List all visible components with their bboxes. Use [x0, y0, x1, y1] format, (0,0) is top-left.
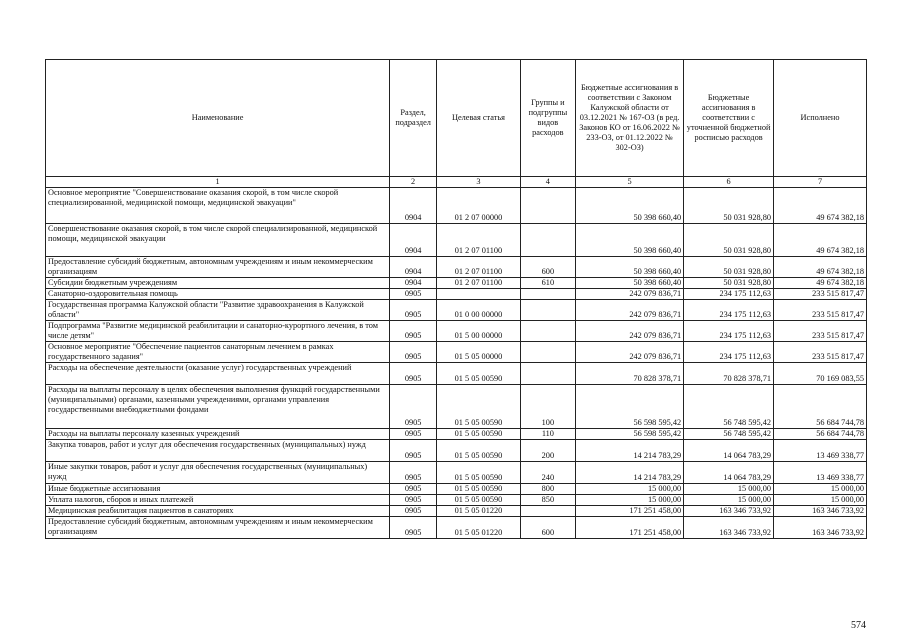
- table-row: [46, 385, 867, 429]
- cell-executed: 49 674 382,18: [774, 188, 867, 224]
- table-row: [46, 440, 867, 462]
- cell-law: 242 079 836,71: [575, 289, 683, 300]
- table-row: [46, 289, 867, 300]
- cell-law: 70 828 378,71: [575, 363, 683, 385]
- cell-group: 600: [520, 257, 575, 278]
- cell-law: 171 251 458,00: [575, 506, 683, 517]
- table-row: [46, 506, 867, 517]
- cell-refined: 234 175 112,63: [684, 300, 774, 321]
- header-refined: Бюджетные ассигнования в соответствии с уточненной бюджетной росписью расходов: [684, 60, 774, 177]
- cell-name: Основное мероприятие "Обеспечение пациентов санаторным лечением в рамках государственного задания": [46, 342, 390, 363]
- cell-section: 0905: [390, 462, 437, 484]
- cell-law: 242 079 836,71: [575, 321, 683, 342]
- budget-table: [45, 59, 867, 539]
- cell-name: Предоставление субсидий бюджетным, автономным учреждениям и иным некоммерческим организациям: [46, 257, 390, 278]
- cell-group: [520, 300, 575, 321]
- cell-executed: 15 000,00: [774, 495, 867, 506]
- cell-group: [520, 363, 575, 385]
- cell-target: 01 2 07 01100: [437, 224, 521, 257]
- column-number-row: [46, 177, 867, 188]
- cell-refined: 234 175 112,63: [684, 289, 774, 300]
- cell-group: 100: [520, 385, 575, 429]
- cell-section: 0905: [390, 321, 437, 342]
- cell-executed: 163 346 733,92: [774, 506, 867, 517]
- cell-section: 0905: [390, 517, 437, 539]
- cell-group: [520, 289, 575, 300]
- column-number: 3: [437, 177, 521, 188]
- cell-name: Государственная программа Калужской области "Развитие здравоохранения в Калужской области": [46, 300, 390, 321]
- cell-refined: 163 346 733,92: [684, 506, 774, 517]
- cell-section: 0905: [390, 342, 437, 363]
- column-number: 6: [684, 177, 774, 188]
- cell-target: 01 5 05 00590: [437, 429, 521, 440]
- cell-refined: 234 175 112,63: [684, 342, 774, 363]
- cell-group: 600: [520, 517, 575, 539]
- cell-target: 01 5 05 00590: [437, 363, 521, 385]
- cell-executed: 56 684 744,78: [774, 385, 867, 429]
- table-row: [46, 188, 867, 224]
- column-number: 2: [390, 177, 437, 188]
- cell-refined: 14 064 783,29: [684, 440, 774, 462]
- cell-section: 0905: [390, 289, 437, 300]
- cell-name: Субсидии бюджетным учреждениям: [46, 278, 390, 289]
- cell-law: 14 214 783,29: [575, 440, 683, 462]
- cell-law: 56 598 595,42: [575, 429, 683, 440]
- table-row: [46, 363, 867, 385]
- cell-target: 01 5 05 00590: [437, 385, 521, 429]
- cell-section: 0904: [390, 278, 437, 289]
- cell-law: 242 079 836,71: [575, 300, 683, 321]
- cell-name: Медицинская реабилитация пациентов в санаториях: [46, 506, 390, 517]
- cell-group: 850: [520, 495, 575, 506]
- cell-name: Санаторно-оздоровительная помощь: [46, 289, 390, 300]
- cell-name: Расходы на выплаты персоналу в целях обеспечения выполнения функций государственными (муниципальными) органами, казенными учреждениями, органами управления государственными внебюджетными фондами: [46, 385, 390, 429]
- cell-target: 01 5 05 00000: [437, 342, 521, 363]
- cell-law: 242 079 836,71: [575, 342, 683, 363]
- cell-section: 0905: [390, 300, 437, 321]
- cell-section: 0904: [390, 224, 437, 257]
- cell-refined: 163 346 733,92: [684, 517, 774, 539]
- table-row: [46, 342, 867, 363]
- cell-name: Уплата налогов, сборов и иных платежей: [46, 495, 390, 506]
- cell-refined: 50 031 928,80: [684, 224, 774, 257]
- cell-group: [520, 321, 575, 342]
- table-row: [46, 484, 867, 495]
- cell-name: Закупка товаров, работ и услуг для обеспечения государственных (муниципальных) нужд: [46, 440, 390, 462]
- cell-group: [520, 342, 575, 363]
- header-row: [46, 60, 867, 177]
- cell-refined: 15 000,00: [684, 495, 774, 506]
- cell-executed: 70 169 083,55: [774, 363, 867, 385]
- column-number: 1: [46, 177, 390, 188]
- table-row: [46, 257, 867, 278]
- cell-section: 0905: [390, 440, 437, 462]
- cell-name: Подпрограмма "Развитие медицинской реабилитации и санаторно-курортного лечения, в том числе детям": [46, 321, 390, 342]
- header-name: Наименование: [46, 60, 390, 177]
- header-target: Целевая статья: [437, 60, 521, 177]
- cell-law: 50 398 660,40: [575, 224, 683, 257]
- cell-target: 01 5 05 00590: [437, 495, 521, 506]
- cell-target: 01 5 05 01220: [437, 506, 521, 517]
- column-number: 5: [575, 177, 683, 188]
- cell-group: 800: [520, 484, 575, 495]
- cell-refined: 14 064 783,29: [684, 462, 774, 484]
- cell-law: 15 000,00: [575, 495, 683, 506]
- table-row: [46, 517, 867, 539]
- cell-executed: 56 684 744,78: [774, 429, 867, 440]
- cell-executed: 49 674 382,18: [774, 278, 867, 289]
- cell-section: 0905: [390, 385, 437, 429]
- cell-section: 0904: [390, 188, 437, 224]
- table-row: [46, 321, 867, 342]
- cell-refined: 56 748 595,42: [684, 385, 774, 429]
- table-row: [46, 278, 867, 289]
- cell-group: [520, 506, 575, 517]
- cell-target: 01 0 00 00000: [437, 300, 521, 321]
- cell-executed: 233 515 817,47: [774, 321, 867, 342]
- cell-group: 240: [520, 462, 575, 484]
- header-executed: Исполнено: [774, 60, 867, 177]
- cell-group: [520, 188, 575, 224]
- cell-law: 56 598 595,42: [575, 385, 683, 429]
- cell-name: Расходы на выплаты персоналу казенных учреждений: [46, 429, 390, 440]
- header-law: Бюджетные ассигнования в соответствии с Законом Калужской области от 03.12.2021 № 167-ОЗ (в ред. Законов КО от 16.06.2022 № 233-ОЗ, от 01.12.2022 № 302-ОЗ): [575, 60, 683, 177]
- cell-target: 01 2 07 01100: [437, 257, 521, 278]
- cell-executed: 233 515 817,47: [774, 300, 867, 321]
- table-row: [46, 462, 867, 484]
- cell-target: [437, 289, 521, 300]
- cell-group: 610: [520, 278, 575, 289]
- cell-executed: 163 346 733,92: [774, 517, 867, 539]
- cell-name: Иные бюджетные ассигнования: [46, 484, 390, 495]
- table-row: [46, 495, 867, 506]
- header-group: Группы и подгруппы видов расходов: [520, 60, 575, 177]
- cell-executed: 233 515 817,47: [774, 289, 867, 300]
- cell-refined: 234 175 112,63: [684, 321, 774, 342]
- cell-section: 0905: [390, 363, 437, 385]
- cell-target: 01 2 07 00000: [437, 188, 521, 224]
- cell-law: 14 214 783,29: [575, 462, 683, 484]
- table-row: [46, 224, 867, 257]
- cell-law: 171 251 458,00: [575, 517, 683, 539]
- table-row: [46, 429, 867, 440]
- cell-law: 50 398 660,40: [575, 278, 683, 289]
- cell-target: 01 5 05 00590: [437, 440, 521, 462]
- table-body: [46, 188, 867, 539]
- table-row: [46, 300, 867, 321]
- cell-group: [520, 224, 575, 257]
- cell-law: 15 000,00: [575, 484, 683, 495]
- cell-section: 0905: [390, 429, 437, 440]
- cell-name: Основное мероприятие "Совершенствование оказания скорой, в том числе скорой специализированной, медицинской помощи, медицинской эвакуации": [46, 188, 390, 224]
- cell-refined: 56 748 595,42: [684, 429, 774, 440]
- cell-target: 01 5 05 00590: [437, 462, 521, 484]
- cell-group: 110: [520, 429, 575, 440]
- cell-target: 01 5 05 01220: [437, 517, 521, 539]
- cell-name: Иные закупки товаров, работ и услуг для обеспечения государственных (муниципальных) нужд: [46, 462, 390, 484]
- cell-target: 01 5 00 00000: [437, 321, 521, 342]
- cell-law: 50 398 660,40: [575, 257, 683, 278]
- cell-target: 01 2 07 01100: [437, 278, 521, 289]
- cell-refined: 15 000,00: [684, 484, 774, 495]
- cell-section: 0905: [390, 484, 437, 495]
- cell-executed: 13 469 338,77: [774, 440, 867, 462]
- header-section: Раздел, подраздел: [390, 60, 437, 177]
- cell-executed: 15 000,00: [774, 484, 867, 495]
- cell-executed: 49 674 382,18: [774, 257, 867, 278]
- cell-group: 200: [520, 440, 575, 462]
- cell-refined: 70 828 378,71: [684, 363, 774, 385]
- cell-section: 0905: [390, 506, 437, 517]
- cell-section: 0904: [390, 257, 437, 278]
- cell-target: 01 5 05 00590: [437, 484, 521, 495]
- cell-section: 0905: [390, 495, 437, 506]
- cell-refined: 50 031 928,80: [684, 278, 774, 289]
- page-number: 574: [851, 620, 866, 631]
- column-number: 4: [520, 177, 575, 188]
- cell-name: Расходы на обеспечение деятельности (оказание услуг) государственных учреждений: [46, 363, 390, 385]
- cell-executed: 233 515 817,47: [774, 342, 867, 363]
- cell-law: 50 398 660,40: [575, 188, 683, 224]
- cell-name: Совершенствование оказания скорой, в том числе скорой специализированной, медицинской помощи, медицинской эвакуации: [46, 224, 390, 257]
- column-number: 7: [774, 177, 867, 188]
- cell-refined: 50 031 928,80: [684, 257, 774, 278]
- cell-name: Предоставление субсидий бюджетным, автономным учреждениям и иным некоммерческим организациям: [46, 517, 390, 539]
- cell-executed: 49 674 382,18: [774, 224, 867, 257]
- cell-executed: 13 469 338,77: [774, 462, 867, 484]
- cell-refined: 50 031 928,80: [684, 188, 774, 224]
